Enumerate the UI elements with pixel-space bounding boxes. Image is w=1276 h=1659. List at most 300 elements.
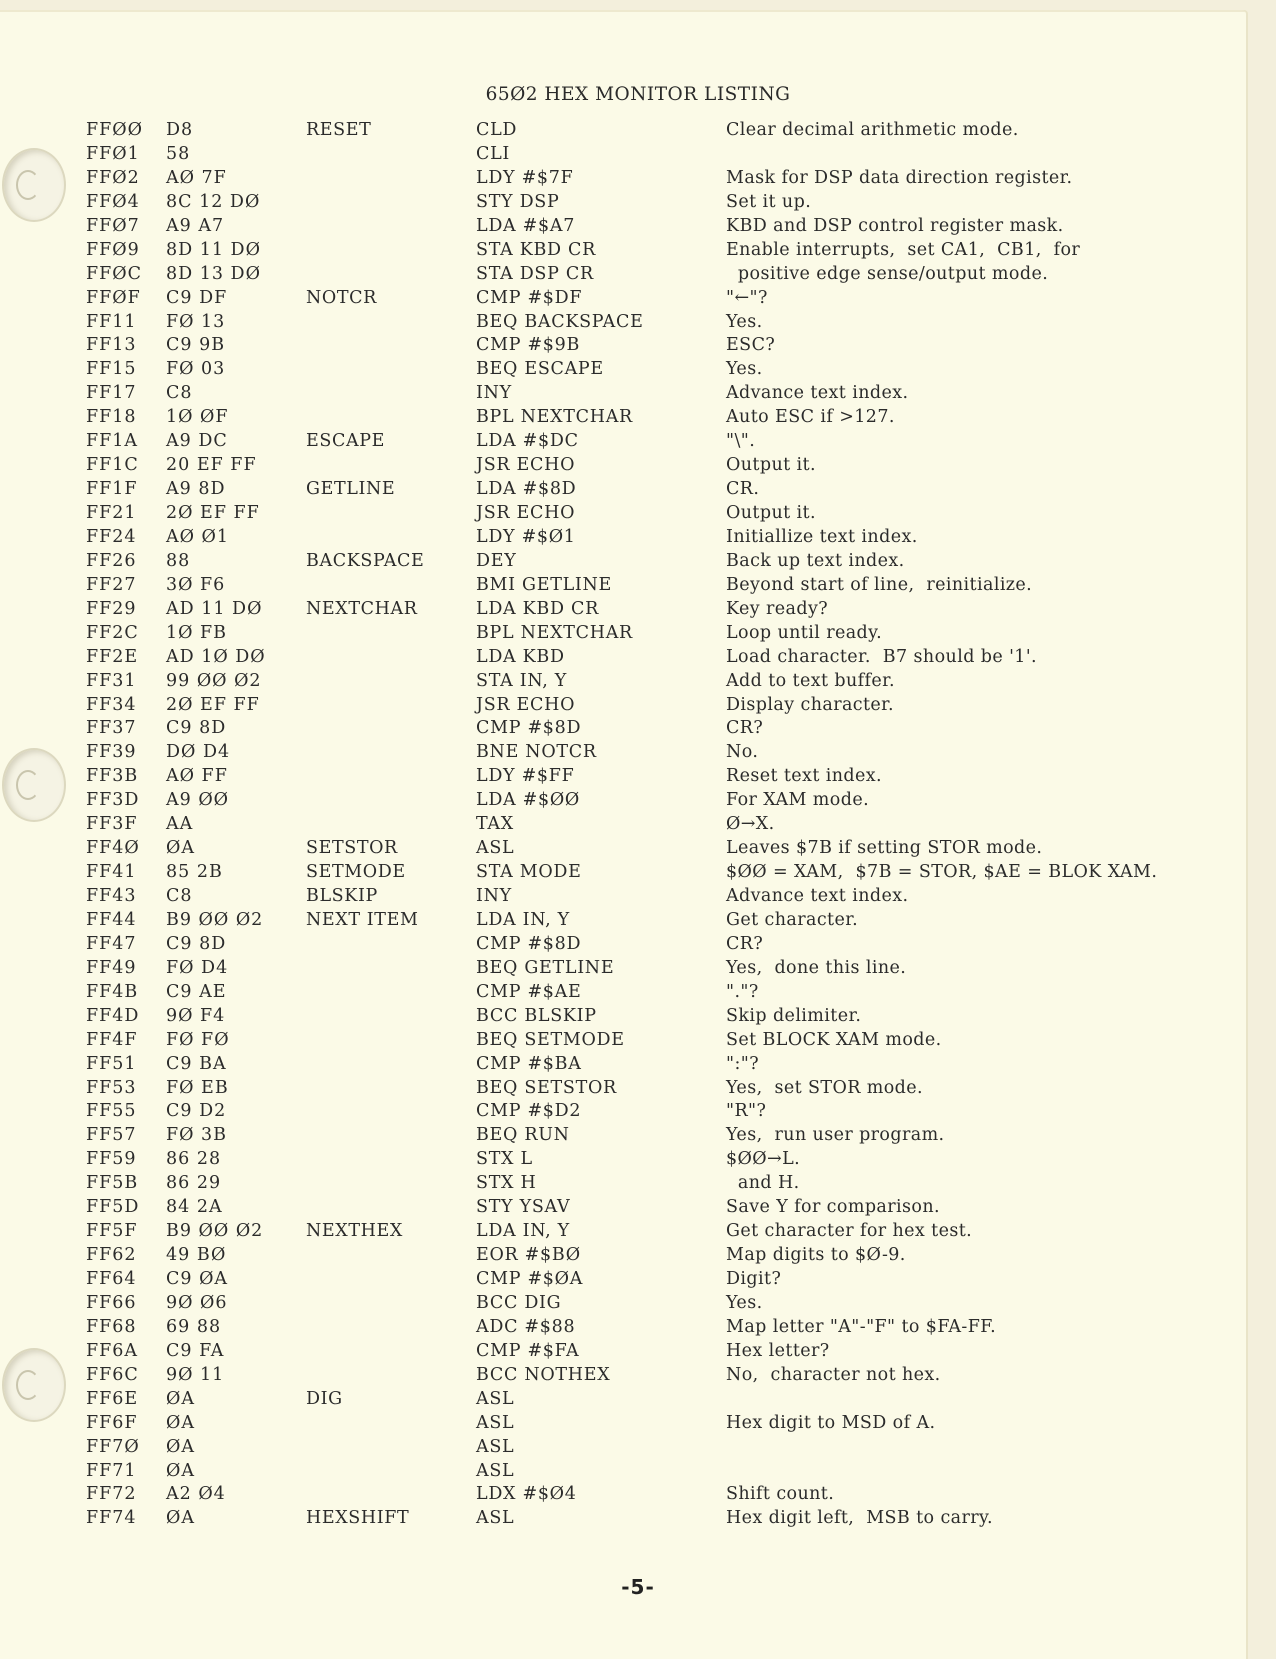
label: NEXTHEX xyxy=(306,1221,403,1242)
instruction: BEQ SETSTOR xyxy=(476,1077,617,1098)
hex-bytes: DØ D4 xyxy=(166,742,231,763)
address: FF5D xyxy=(86,1197,140,1218)
instruction: BEQ RUN xyxy=(476,1125,570,1146)
instruction: CLI xyxy=(476,143,511,164)
instruction: EOR #$BØ xyxy=(476,1245,581,1266)
hex-bytes: 8D 13 DØ xyxy=(166,263,261,284)
address: FF7Ø xyxy=(86,1436,140,1457)
hex-bytes: 20 EF FF xyxy=(166,455,257,476)
instruction: ASL xyxy=(476,1460,515,1481)
hex-bytes: 2Ø EF FF xyxy=(166,503,260,523)
hex-bytes: FØ D4 xyxy=(166,957,229,978)
listing-row xyxy=(0,503,1276,527)
instruction: ASL xyxy=(476,1412,515,1433)
instruction: CMP #$9B xyxy=(476,335,581,356)
comment: Ø→X. xyxy=(726,814,775,835)
hex-bytes: ØA xyxy=(166,1436,195,1457)
instruction: CMP #$DF xyxy=(476,287,583,308)
hex-bytes: AØ Ø1 xyxy=(166,526,230,547)
listing-row xyxy=(0,1149,1276,1173)
address: FF18 xyxy=(86,407,137,428)
instruction: ASL xyxy=(476,1436,515,1457)
hex-bytes: C9 D2 xyxy=(166,1101,227,1122)
listing-row xyxy=(0,407,1276,431)
comment: Enable interrupts, set CA1, CB1, for xyxy=(726,239,1081,260)
instruction: CMP #$FA xyxy=(476,1340,580,1361)
address: FF17 xyxy=(86,383,137,404)
instruction: BMI GETLINE xyxy=(476,574,613,595)
comment: CR? xyxy=(726,933,764,954)
address: FF68 xyxy=(86,1316,137,1337)
comment: Map digits to $Ø-9. xyxy=(726,1245,906,1266)
listing-row xyxy=(0,168,1276,192)
hex-bytes: C9 BA xyxy=(166,1053,227,1074)
listing-row xyxy=(0,1317,1276,1341)
instruction: ADC #$88 xyxy=(476,1316,576,1337)
listing-row xyxy=(0,934,1276,958)
instruction: LDA #$8D xyxy=(476,479,577,500)
instruction: LDY #$Ø1 xyxy=(476,526,576,547)
instruction: STY YSAV xyxy=(476,1197,571,1218)
instruction: JSR ECHO xyxy=(476,503,576,523)
comment: Yes, run user program. xyxy=(726,1125,945,1146)
hex-bytes: FØ 03 xyxy=(166,359,226,380)
address: FF62 xyxy=(86,1245,137,1266)
hex-bytes: 49 BØ xyxy=(166,1245,227,1266)
hex-bytes: FØ 13 xyxy=(166,311,226,332)
hex-bytes: A9 DC xyxy=(166,431,228,452)
comment: Advance text index. xyxy=(726,886,909,906)
comment: Key ready? xyxy=(726,598,829,619)
instruction: CMP #$ØA xyxy=(476,1269,584,1289)
instruction: BPL NEXTCHAR xyxy=(476,622,633,643)
comment: Save Y for comparison. xyxy=(726,1197,940,1218)
hex-bytes: 1Ø ØF xyxy=(166,407,229,428)
comment: "←"? xyxy=(726,287,768,308)
listing-row xyxy=(0,886,1276,910)
address: FF27 xyxy=(86,574,137,595)
listing-row xyxy=(0,1484,1276,1508)
instruction: BEQ ESCAPE xyxy=(476,359,604,380)
comment: Initiallize text index. xyxy=(726,526,918,547)
address: FFØ4 xyxy=(86,191,140,212)
hex-bytes: FØ 3B xyxy=(166,1125,228,1146)
listing-row xyxy=(0,479,1276,503)
address: FF11 xyxy=(86,311,137,332)
instruction: CMP #$AE xyxy=(476,981,582,1002)
instruction: LDY #$7F xyxy=(476,167,574,188)
hex-bytes: ØA xyxy=(166,1412,195,1433)
listing-row xyxy=(0,240,1276,264)
comment: $ØØ→L. xyxy=(726,1149,801,1170)
label: SETMODE xyxy=(306,862,406,883)
page-number: -5- xyxy=(621,1575,655,1599)
listing-row xyxy=(0,766,1276,790)
address: FF72 xyxy=(86,1484,137,1505)
comment: and H. xyxy=(726,1173,800,1194)
listing-row xyxy=(0,1006,1276,1030)
address: FF59 xyxy=(86,1149,137,1170)
address: FF6A xyxy=(86,1340,139,1361)
comment: Set BLOCK XAM mode. xyxy=(726,1029,942,1050)
hex-bytes: AD 1Ø DØ xyxy=(166,646,266,667)
hex-bytes: 9Ø F4 xyxy=(166,1005,226,1026)
address: FF6E xyxy=(86,1388,139,1409)
address: FF44 xyxy=(86,909,137,930)
address: FF1A xyxy=(86,431,139,452)
comment: Hex letter? xyxy=(726,1340,830,1361)
comment: Leaves $7B if setting STOR mode. xyxy=(726,838,1043,859)
hex-bytes: 86 28 xyxy=(166,1149,222,1170)
listing-row xyxy=(0,1461,1276,1485)
listing-row xyxy=(0,910,1276,934)
address: FFØØ xyxy=(86,120,143,140)
hex-bytes: ØA xyxy=(166,1460,195,1481)
address: FF47 xyxy=(86,933,137,954)
comment: ":"? xyxy=(726,1053,759,1074)
instruction: LDA IN, Y xyxy=(476,909,570,930)
address: FF6C xyxy=(86,1364,139,1385)
instruction: CMP #$8D xyxy=(476,718,582,739)
listing-row xyxy=(0,982,1276,1006)
listing-row xyxy=(0,335,1276,359)
hex-bytes: C9 8D xyxy=(166,718,227,739)
instruction: ASL xyxy=(476,1388,515,1409)
listing-row xyxy=(0,1125,1276,1149)
address: FF49 xyxy=(86,957,137,978)
comment: CR? xyxy=(726,718,764,739)
hex-bytes: AØ 7F xyxy=(166,167,227,188)
listing-row xyxy=(0,120,1276,144)
address: FF1C xyxy=(86,455,139,476)
listing-row xyxy=(0,312,1276,336)
listing-row xyxy=(0,1269,1276,1293)
listing-row xyxy=(0,575,1276,599)
comment: Beyond start of line, reinitialize. xyxy=(726,574,1033,595)
instruction: ASL xyxy=(476,838,515,859)
address: FF74 xyxy=(86,1508,137,1529)
label: RESET xyxy=(306,120,372,140)
address: FF5B xyxy=(86,1173,139,1194)
address: FF41 xyxy=(86,862,137,883)
address: FF71 xyxy=(86,1460,137,1481)
comment: For XAM mode. xyxy=(726,790,870,811)
hex-bytes: ØA xyxy=(166,838,195,859)
hex-bytes: ØA xyxy=(166,1508,195,1529)
comment: $ØØ = XAM, $7B = STOR, $AE = BLOK XAM. xyxy=(726,862,1158,883)
comment: positive edge sense/output mode. xyxy=(726,263,1049,284)
comment: No, character not hex. xyxy=(726,1364,941,1385)
listing-row xyxy=(0,192,1276,216)
listing-row xyxy=(0,742,1276,766)
address: FF64 xyxy=(86,1269,137,1289)
hex-bytes: AA xyxy=(166,814,194,835)
hex-bytes: 86 29 xyxy=(166,1173,222,1194)
listing-row xyxy=(0,144,1276,168)
listing-row xyxy=(0,359,1276,383)
address: FF66 xyxy=(86,1292,137,1313)
comment: Display character. xyxy=(726,694,894,715)
hex-bytes: C9 ØA xyxy=(166,1269,229,1289)
listing-row xyxy=(0,790,1276,814)
instruction: INY xyxy=(476,383,512,404)
hex-bytes: A2 Ø4 xyxy=(166,1484,226,1505)
hex-bytes: B9 ØØ Ø2 xyxy=(166,909,264,930)
label: NOTCR xyxy=(306,287,377,308)
listing-row xyxy=(0,862,1276,886)
instruction: STA IN, Y xyxy=(476,670,567,691)
listing-row xyxy=(0,1437,1276,1461)
label: NEXT ITEM xyxy=(306,909,419,930)
listing-row xyxy=(0,695,1276,719)
listing-row xyxy=(0,1245,1276,1269)
listing-row xyxy=(0,551,1276,575)
comment: Loop until ready. xyxy=(726,622,883,643)
instruction: INY xyxy=(476,886,512,906)
address: FF2E xyxy=(86,646,139,667)
hex-bytes: 8C 12 DØ xyxy=(166,191,261,212)
instruction: CMP #$8D xyxy=(476,933,582,954)
instruction: STY DSP xyxy=(476,191,560,212)
label: GETLINE xyxy=(306,479,396,500)
instruction: ASL xyxy=(476,1508,515,1529)
comment: KBD and DSP control register mask. xyxy=(726,215,1064,236)
comment: Set it up. xyxy=(726,191,812,212)
listing-row xyxy=(0,288,1276,312)
hex-bytes: B9 ØØ Ø2 xyxy=(166,1221,264,1242)
hex-bytes: 99 ØØ Ø2 xyxy=(166,670,262,691)
instruction: BEQ BACKSPACE xyxy=(476,311,644,332)
instruction: JSR ECHO xyxy=(476,694,576,715)
instruction: CMP #$BA xyxy=(476,1053,582,1074)
address: FF4F xyxy=(86,1029,138,1050)
instruction: TAX xyxy=(476,814,514,835)
listing-row xyxy=(0,1173,1276,1197)
hex-bytes: C9 FA xyxy=(166,1340,225,1361)
label: HEXSHIFT xyxy=(306,1508,410,1529)
hex-bytes: ØA xyxy=(166,1388,195,1409)
listing-row xyxy=(0,1413,1276,1437)
listing-row xyxy=(0,264,1276,288)
hex-bytes: 2Ø EF FF xyxy=(166,694,260,715)
hex-bytes: AD 11 DØ xyxy=(166,598,263,619)
instruction: STX H xyxy=(476,1173,537,1194)
address: FF13 xyxy=(86,335,137,356)
instruction: LDA #$A7 xyxy=(476,215,576,236)
instruction: LDA KBD CR xyxy=(476,598,599,619)
listing-row xyxy=(0,1341,1276,1365)
hex-bytes: C8 xyxy=(166,886,193,906)
comment: Get character. xyxy=(726,909,859,930)
instruction: BCC NOTHEX xyxy=(476,1364,611,1385)
comment: CR. xyxy=(726,479,760,500)
label: BLSKIP xyxy=(306,886,378,906)
address: FF3D xyxy=(86,790,140,811)
hex-bytes: 58 xyxy=(166,143,191,164)
hex-bytes: 84 2A xyxy=(166,1197,223,1218)
hex-bytes: C9 AE xyxy=(166,981,227,1002)
instruction: LDA IN, Y xyxy=(476,1221,570,1242)
listing-row xyxy=(0,1197,1276,1221)
address: FF31 xyxy=(86,670,137,691)
address: FF2C xyxy=(86,622,139,643)
hex-bytes: C9 8D xyxy=(166,933,227,954)
label: DIG xyxy=(306,1388,343,1409)
instruction: LDA #$ØØ xyxy=(476,790,580,811)
address: FF21 xyxy=(86,503,137,523)
hex-bytes: C8 xyxy=(166,383,193,404)
address: FFØ7 xyxy=(86,215,140,236)
listing-row xyxy=(0,455,1276,479)
comment: Yes. xyxy=(726,1292,763,1313)
address: FF4Ø xyxy=(86,838,140,859)
listing-row xyxy=(0,958,1276,982)
address: FF4D xyxy=(86,1005,140,1026)
instruction: BCC BLSKIP xyxy=(476,1005,597,1026)
comment: Load character. B7 should be '1'. xyxy=(726,646,1037,667)
hex-bytes: A9 ØØ xyxy=(166,790,230,811)
listing-row xyxy=(0,383,1276,407)
address: FF43 xyxy=(86,886,137,906)
listing-row xyxy=(0,814,1276,838)
instruction: BEQ GETLINE xyxy=(476,957,615,978)
instruction: LDY #$FF xyxy=(476,766,575,787)
address: FFØ2 xyxy=(86,167,140,188)
hex-bytes: 9Ø 11 xyxy=(166,1364,225,1385)
comment: No. xyxy=(726,742,759,763)
instruction: BEQ SETMODE xyxy=(476,1029,625,1050)
listing-row xyxy=(0,718,1276,742)
hex-bytes: C9 9B xyxy=(166,335,226,356)
instruction: CLD xyxy=(476,120,518,140)
instruction: STA MODE xyxy=(476,862,582,883)
comment: Add to text buffer. xyxy=(726,670,895,691)
comment: Map letter "A"-"F" to $FA-FF. xyxy=(726,1316,997,1337)
hex-bytes: A9 A7 xyxy=(166,215,225,236)
instruction: LDX #$Ø4 xyxy=(476,1484,577,1505)
comment: Mask for DSP data direction register. xyxy=(726,167,1073,188)
listing-row xyxy=(0,1030,1276,1054)
comment: "."? xyxy=(726,981,759,1002)
comment: Skip delimiter. xyxy=(726,1005,862,1026)
hex-bytes: FØ FØ xyxy=(166,1029,230,1050)
instruction: DEY xyxy=(476,550,517,571)
comment: Digit? xyxy=(726,1269,782,1289)
comment: Clear decimal arithmetic mode. xyxy=(726,120,1019,140)
code-listing xyxy=(0,120,1276,1532)
listing-row xyxy=(0,1054,1276,1078)
listing-row xyxy=(0,623,1276,647)
address: FF29 xyxy=(86,598,137,619)
listing-row xyxy=(0,671,1276,695)
instruction: STA KBD CR xyxy=(476,239,596,260)
listing-row xyxy=(0,1365,1276,1389)
comment: Back up text index. xyxy=(726,550,905,571)
comment: Reset text index. xyxy=(726,766,882,787)
listing-row xyxy=(0,527,1276,551)
label: BACKSPACE xyxy=(306,550,425,571)
address: FFØC xyxy=(86,263,143,284)
hex-bytes: 85 2B xyxy=(166,862,223,883)
comment: Yes. xyxy=(726,311,763,332)
address: FF24 xyxy=(86,526,137,547)
comment: Yes. xyxy=(726,359,763,380)
listing-row xyxy=(0,431,1276,455)
hex-bytes: 69 88 xyxy=(166,1316,222,1337)
hex-bytes: 88 xyxy=(166,550,191,571)
address: FF57 xyxy=(86,1125,137,1146)
listing-row xyxy=(0,216,1276,240)
instruction: BNE NOTCR xyxy=(476,742,597,763)
listing-row xyxy=(0,838,1276,862)
address: FFØF xyxy=(86,287,141,308)
instruction: STA DSP CR xyxy=(476,263,594,284)
hex-bytes: C9 DF xyxy=(166,287,228,308)
address: FF37 xyxy=(86,718,137,739)
comment: Get character for hex test. xyxy=(726,1221,973,1242)
address: FF6F xyxy=(86,1412,138,1433)
page-title: 65Ø2 HEX MONITOR LISTING xyxy=(485,84,791,105)
comment: Auto ESC if >127. xyxy=(726,407,895,428)
hex-bytes: 8D 11 DØ xyxy=(166,239,261,260)
hex-bytes: 9Ø Ø6 xyxy=(166,1292,228,1313)
hex-bytes: AØ FF xyxy=(166,766,228,787)
hex-bytes: 1Ø FB xyxy=(166,622,228,643)
address: FF3F xyxy=(86,814,138,835)
comment: Advance text index. xyxy=(726,383,909,404)
comment: Hex digit to MSD of A. xyxy=(726,1412,936,1433)
address: FF1F xyxy=(86,479,138,500)
comment: Hex digit left, MSB to carry. xyxy=(726,1508,993,1529)
hex-bytes: D8 xyxy=(166,120,194,140)
address: FF3B xyxy=(86,766,139,787)
instruction: STX L xyxy=(476,1149,533,1170)
instruction: JSR ECHO xyxy=(476,455,576,476)
address: FFØ1 xyxy=(86,143,140,164)
listing-row xyxy=(0,1508,1276,1532)
address: FF5F xyxy=(86,1221,138,1242)
hex-bytes: 3Ø F6 xyxy=(166,574,226,595)
address: FF39 xyxy=(86,742,137,763)
address: FF51 xyxy=(86,1053,137,1074)
address: FF4B xyxy=(86,981,139,1002)
address: FF53 xyxy=(86,1077,137,1098)
address: FFØ9 xyxy=(86,239,140,260)
listing-row xyxy=(0,599,1276,623)
instruction: LDA #$DC xyxy=(476,431,579,452)
label: NEXTCHAR xyxy=(306,598,418,619)
address: FF26 xyxy=(86,550,137,571)
label: SETSTOR xyxy=(306,838,398,859)
listing-row xyxy=(0,1389,1276,1413)
instruction: BCC DIG xyxy=(476,1292,562,1313)
comment: ESC? xyxy=(726,335,776,356)
instruction: BPL NEXTCHAR xyxy=(476,407,633,428)
address: FF34 xyxy=(86,694,137,715)
comment: Shift count. xyxy=(726,1484,835,1505)
listing-row xyxy=(0,647,1276,671)
hex-bytes: A9 8D xyxy=(166,479,226,500)
instruction: LDA KBD xyxy=(476,646,565,667)
listing-row xyxy=(0,1293,1276,1317)
label: ESCAPE xyxy=(306,431,385,452)
instruction: CMP #$D2 xyxy=(476,1101,582,1122)
address: FF15 xyxy=(86,359,137,380)
comment: Yes, set STOR mode. xyxy=(726,1077,923,1098)
listing-row xyxy=(0,1078,1276,1102)
listing-row xyxy=(0,1101,1276,1125)
hex-bytes: FØ EB xyxy=(166,1077,229,1098)
